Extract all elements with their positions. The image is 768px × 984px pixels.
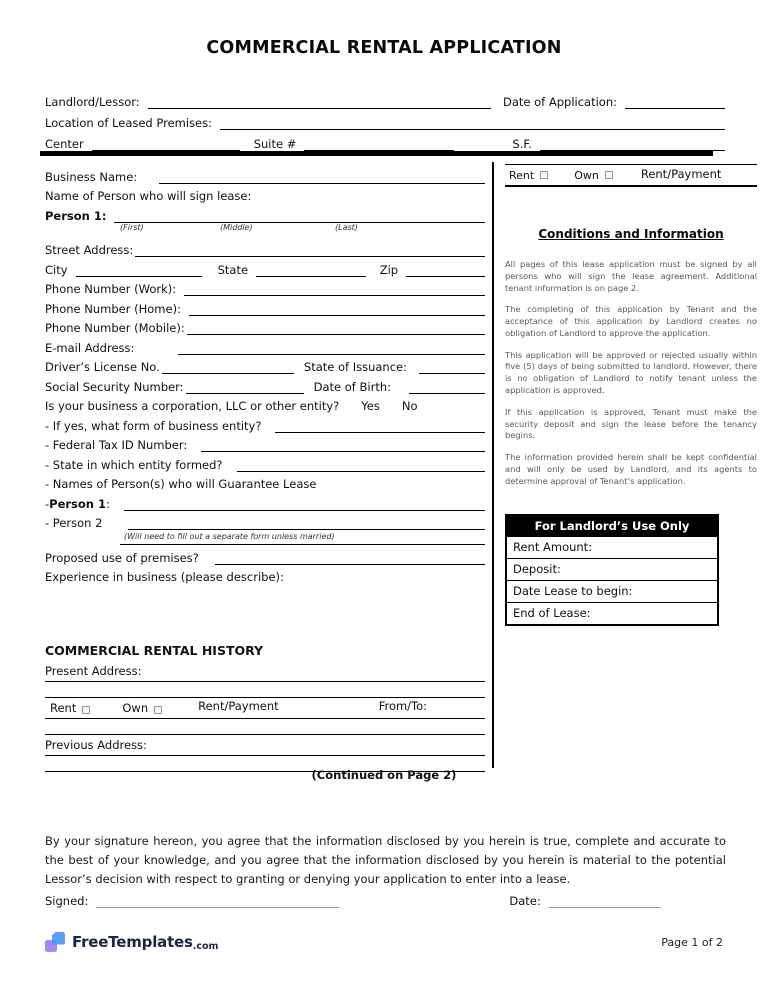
suite-label: Suite # [253, 137, 297, 151]
center-suite-sf-row [45, 130, 725, 151]
business-name-blank-line [159, 171, 485, 184]
phone-home-row [45, 296, 485, 316]
applicant-form-column [45, 164, 485, 772]
city-label: City [45, 262, 68, 277]
deposit-row: Deposit: [507, 558, 717, 580]
own-label: Own [122, 701, 149, 715]
guarantor-person1-blank-line [124, 498, 485, 511]
ssn-label: Social Security Number: [45, 379, 184, 394]
location-blank-line [220, 117, 725, 130]
guarantor-person1-colon: : [106, 496, 110, 511]
phone-work-row [45, 277, 485, 297]
fed-tax-row [45, 433, 485, 453]
first-hint: (First) [120, 222, 144, 232]
location-row [45, 109, 725, 130]
state-issuance-blank-line [419, 361, 485, 374]
signature-date-label: Date: [509, 894, 541, 908]
conditions-paragraph: This application will be approved or rejected usually within five (5) days of being submitted to landlord. However, there is no obligation of Landlord to notify tenant unless the application is approved. [505, 349, 757, 396]
state-label: State [217, 262, 249, 277]
present-address-label: Present Address: [45, 664, 142, 678]
proposed-use-label: Proposed use of premises? [45, 550, 199, 565]
continued-note: (Continued on Page 2) [311, 768, 457, 782]
phone-mobile-blank-line [187, 322, 485, 335]
page-number: Page 1 of 2 [661, 935, 723, 949]
rent-label-right: Rent [509, 168, 535, 182]
street-address-label: Street Address: [45, 243, 134, 257]
person1-blank-line [114, 210, 485, 223]
phone-work-blank-line [184, 283, 485, 296]
phone-home-label: Phone Number (Home): [45, 301, 181, 316]
guarantor-person2-blank-line [128, 517, 485, 530]
signature-blank-line [96, 895, 339, 908]
phone-mobile-label: Phone Number (Mobile): [45, 321, 185, 335]
lease-end-row: End of Lease: [507, 602, 717, 624]
rent-own-header-box [505, 164, 757, 187]
street-address-row [45, 238, 485, 258]
logo-blue-square-icon [52, 932, 65, 945]
top-section [45, 88, 725, 151]
present-address-row [45, 661, 485, 682]
guarantee-row [45, 472, 485, 492]
sign-lease-row [45, 184, 485, 204]
rent-checkbox-right-icon [540, 171, 548, 179]
previous-address-label: Previous Address: [45, 738, 147, 752]
entity-question-label: Is your business a corporation, LLC or other entity? [45, 399, 340, 413]
state-blank-line [256, 264, 366, 277]
drivers-license-label: Driver’s License No. [45, 360, 160, 374]
email-blank-line [178, 342, 485, 355]
dob-blank-line [409, 381, 485, 394]
rental-history-title: COMMERCIAL RENTAL HISTORY [45, 642, 264, 658]
center-blank-line [92, 138, 240, 151]
sf-blank-line [540, 138, 725, 151]
suite-blank-line [304, 138, 454, 151]
city-blank-line [76, 264, 202, 277]
landlord-label: Landlord/Lessor: [45, 95, 140, 109]
sf-label: S.F. [512, 137, 532, 151]
phone-work-label: Phone Number (Work): [45, 282, 177, 296]
conditions-title: Conditions and Information [538, 227, 724, 241]
section-divider-bar [40, 151, 713, 156]
drivers-license-row [45, 355, 485, 375]
entity-form-label: - If yes, what form of business entity? [45, 418, 262, 433]
conditions-paragraph: The information provided herein shall be kept confidential and will only be used by Landlord, and its agents to determine approval of Tenant’s application. [505, 452, 757, 486]
conditions-paragraph: The completing of this application by Tenant and the acceptance of this application by Landlord creates no obligation of Landlord to approve the application. [505, 304, 757, 338]
center-label: Center [45, 137, 84, 151]
proposed-use-blank-line [215, 552, 485, 565]
last-hint: (Last) [335, 222, 358, 232]
brand-name: FreeTemplates [72, 933, 193, 951]
own-label-right: Own [574, 168, 599, 182]
from-to-label: From/To: [378, 699, 428, 713]
no-option: No [401, 399, 418, 413]
fed-tax-label: - Federal Tax ID Number: [45, 438, 188, 452]
guarantee-label: - Names of Person(s) who will Guarantee Lease [45, 477, 317, 491]
zip-blank-line [406, 264, 485, 277]
landlord-table-header: For Landlord’s Use Only [507, 516, 717, 537]
freetemplates-logo-icon [45, 932, 66, 953]
signature-row [45, 890, 726, 908]
business-name-label: Business Name: [45, 169, 138, 184]
zip-label: Zip [379, 262, 399, 277]
landlord-blank-line [148, 96, 491, 109]
name-hints-row [45, 223, 485, 238]
fed-tax-blank-line [201, 439, 485, 452]
sign-lease-label: Name of Person who will sign lease: [45, 189, 252, 203]
ssn-blank-line [186, 381, 304, 394]
experience-row [45, 565, 485, 585]
rent-own-row [45, 698, 485, 719]
proposed-use-row [45, 545, 485, 565]
business-name-row [45, 164, 485, 184]
entity-state-label: - State in which entity formed? [45, 457, 223, 472]
conditions-paragraph: All pages of this lease application must be signed by all persons who will sign the lease agreement. Additional tenant information is on page 2. [505, 259, 757, 293]
guarantor-person2-row [45, 511, 485, 531]
signed-label: Signed: [45, 894, 89, 908]
state-issuance-label: State of Issuance: [303, 360, 407, 374]
landlord-use-table [505, 514, 719, 626]
experience-write-space [45, 584, 485, 639]
page-footer [45, 928, 723, 956]
landlord-row [45, 88, 725, 109]
street-address-blank-line [135, 244, 485, 257]
phone-home-blank-line [189, 303, 485, 316]
experience-label: Experience in business (please describe): [45, 570, 284, 584]
phone-mobile-row [45, 316, 485, 336]
guarantor-person1-row [45, 491, 485, 511]
dob-label: Date of Birth: [313, 379, 391, 394]
location-label: Location of Leased Premises: [45, 116, 212, 130]
brand-suffix: .com [192, 940, 219, 952]
signature-agreement-text: By your signature hereon, you agree that the information disclosed by you herein is true, complete and accurate to the best of your knowledge, and you agree that the information disclosed by you herein is material to the potential Lessor’s decision with respect to granting or denying your application to enter into a lease. [45, 834, 726, 886]
own-checkbox-icon [154, 706, 162, 714]
guarantor-person1-label: Person 1 [49, 496, 106, 511]
entity-form-blank-line [275, 420, 485, 433]
email-label: E-mail Address: [45, 340, 135, 355]
rent-label: Rent [50, 701, 77, 715]
page-title: COMMERCIAL RENTAL APPLICATION [206, 38, 562, 58]
entity-question-row [45, 394, 485, 414]
person1-row [45, 203, 485, 223]
conditions-paragraphs [505, 259, 757, 488]
ssn-row [45, 374, 485, 394]
rent-own-blank-row [45, 719, 485, 735]
rent-amount-row: Rent Amount: [507, 537, 717, 558]
conditions-paragraph: If this application is approved, Tenant must make the security deposit and sign the lease before the tenancy begins. [505, 406, 757, 441]
lease-begin-row: Date Lease to begin: [507, 580, 717, 602]
column-divider [492, 162, 494, 768]
own-checkbox-right-icon [605, 171, 613, 179]
guarantor-person2-label: - Person 2 [45, 516, 103, 530]
separate-form-note: (Will need to fill out a separate form unless married) [120, 530, 485, 545]
yes-option: Yes [361, 399, 380, 413]
rent-checkbox-icon [82, 706, 90, 714]
date-of-application-label: Date of Application: [502, 95, 617, 109]
rent-payment-label: Rent/Payment [198, 699, 279, 713]
entity-state-row [45, 452, 485, 472]
date-of-application-blank-line [625, 96, 725, 109]
city-state-zip-row [45, 257, 485, 277]
drivers-license-blank-line [162, 361, 294, 374]
person1-label: Person 1: [45, 208, 107, 223]
signature-date-blank-line [549, 895, 661, 908]
freetemplates-logo [45, 932, 218, 953]
previous-address-row [45, 735, 485, 756]
entity-form-row [45, 413, 485, 433]
guarantor-person1-dash: - [45, 496, 50, 511]
entity-state-blank-line [237, 459, 485, 472]
rent-payment-label-right: Rent/Payment [640, 167, 722, 181]
present-address-blank-row [45, 682, 485, 698]
conditions-column [505, 164, 757, 626]
email-row [45, 335, 485, 355]
middle-hint: (Middle) [220, 222, 253, 232]
